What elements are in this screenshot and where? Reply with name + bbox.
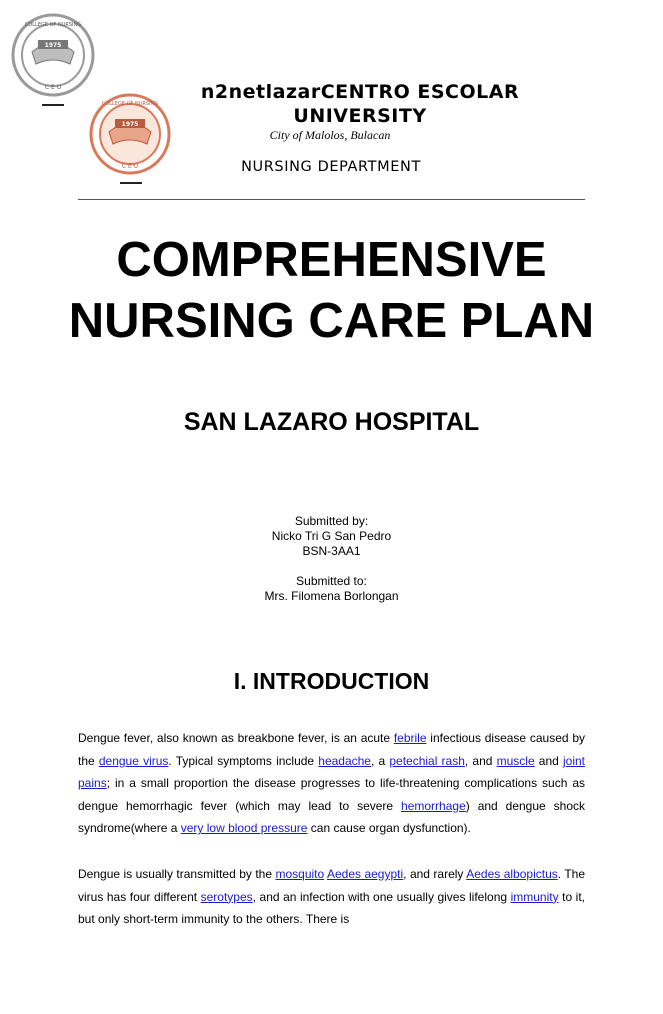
hospital-name: SAN LAZARO HOSPITAL [183,408,480,436]
section-heading: I. INTRODUCTION [233,668,430,694]
department-name: NURSING DEPARTMENT [241,159,421,175]
college-seal-gray [10,12,96,98]
seal-underline [120,182,142,184]
student-name: Nicko Tri G San Pedro [271,529,392,543]
submitted-by-block [180,514,483,559]
city-line: City of Malolos, Bulacan [269,128,391,142]
intro-paragraph: Dengue is usually transmitted by the mosquito Aedes aegypti, and rarely Aedes albopictus. The virus has four different serotypes, and an infection with one usually gives lifelong immunity to it, but only short-term immunity to the others. There is [78,867,585,927]
link-joint-pains[interactable]: joint pains [78,753,586,791]
instructor-name: Mrs. Filomena Borlongan [264,589,399,603]
header-divider [78,199,585,200]
link-dengue-virus[interactable]: dengue virus [98,753,169,768]
link-aedes-aegypti[interactable]: Aedes aegypti [326,867,404,881]
submitted-by-label: Submitted by: [294,514,369,528]
seal-initials: C E U [121,163,139,170]
link-immunity[interactable]: immunity [510,889,559,904]
student-section: BSN-3AA1 [302,544,361,558]
intro-paragraph: Dengue fever, also known as breakbone fever, is an acute febrile infectious disease caused by the dengue virus. Typical symptoms include headache, a petechial rash, and muscle and joint pains; in a small proportion the disease progresses to life-threatening complications such as dengue hemorrhagic fever (which may lead to severe hemorrhage) and dengue shock syndrome(where a very low blood pressure can cause organ dysfunction). [78,731,586,836]
seal-underline [42,104,64,106]
link-serotypes[interactable]: serotypes [200,889,253,904]
seal-arc-text: COLLEGE OF NURSING [101,101,159,107]
submitted-to-block [180,574,483,604]
link-headache[interactable]: headache [318,753,371,768]
link-muscle[interactable]: muscle [496,753,535,768]
seal-year: 1975 [121,121,139,128]
seal-year: 1975 [44,42,62,49]
university-name: n2netlazarCENTRO ESCOLAR UNIVERSITY [200,81,520,127]
seal-arc-text: COLLEGE OF NURSING [24,22,82,28]
link-febrile[interactable]: febrile [393,731,427,745]
submitted-to-label: Submitted to: [296,574,367,588]
link-low-blood-pressure[interactable]: very low blood pressure [180,821,308,836]
link-hemorrhage[interactable]: hemorrhage [401,798,466,813]
document-title: COMPREHENSIVE NURSING CARE PLAN [68,233,595,348]
seal-initials: C E U [44,84,62,91]
link-mosquito[interactable]: mosquito [275,867,325,881]
link-aedes-albopictus[interactable]: Aedes albopictus [466,867,558,881]
link-petechial-rash[interactable]: petechial rash [389,753,465,768]
